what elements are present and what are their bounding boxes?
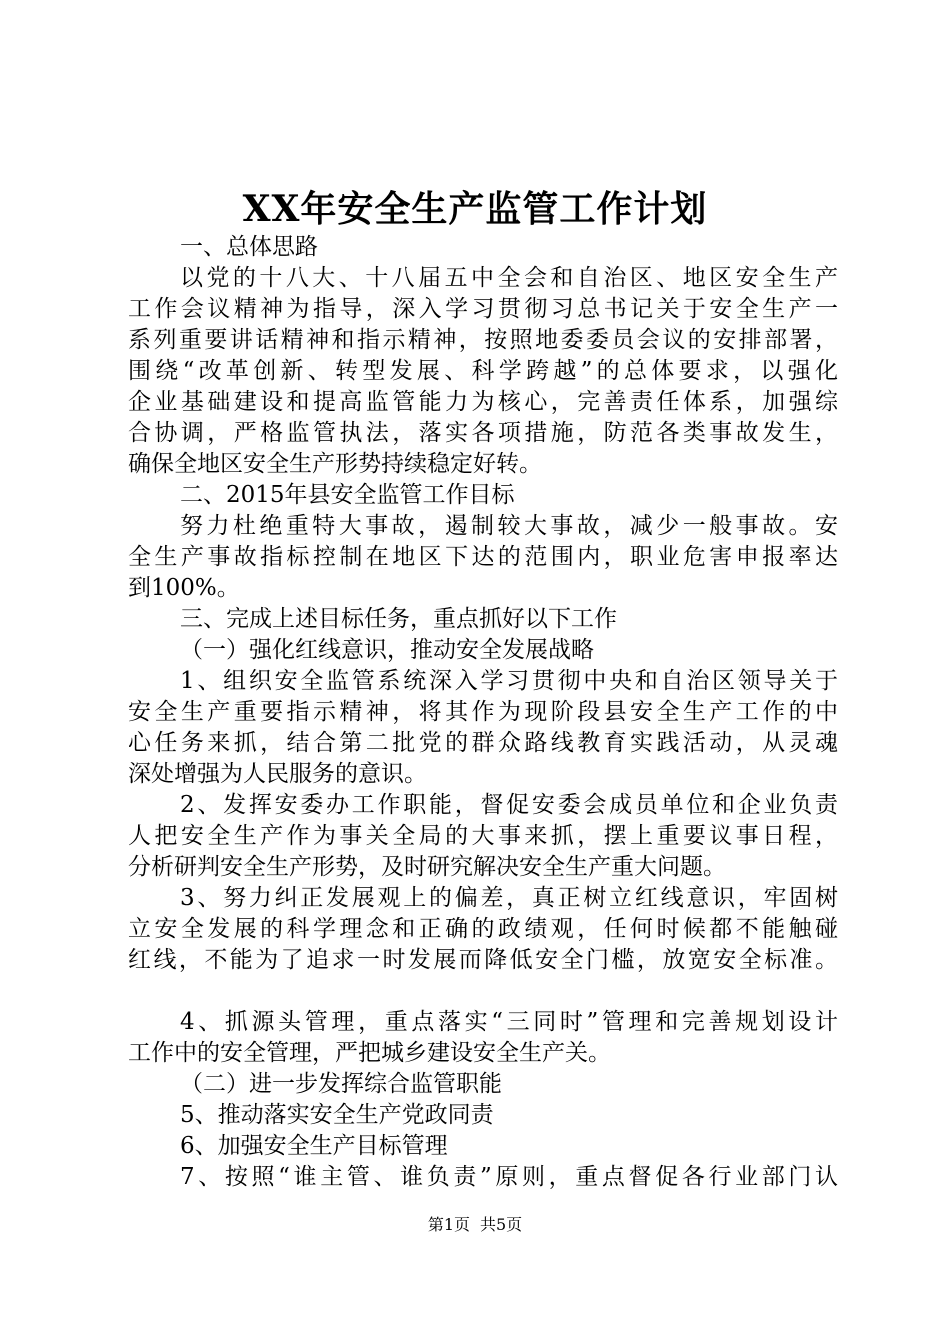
page-number: 第1页: [427, 1215, 470, 1234]
section-heading-2: 二、2015年县安全监管工作目标: [180, 482, 515, 508]
paragraph-line: 系列重要讲话精神和指示精神，按照地委委员会议的安排部署，: [128, 327, 838, 353]
paragraph-line: 分析研判安全生产形势，及时研究解决安全生产重大问题。: [128, 854, 726, 880]
paragraph-line: 确保全地区安全生产形势持续稳定好转。: [128, 451, 542, 477]
list-item: 6、加强安全生产目标管理: [180, 1133, 448, 1159]
list-item: 5、推动落实安全生产党政同责: [180, 1102, 494, 1128]
document-body: [128, 232, 838, 1193]
paragraph-line: 工作中的安全管理，严把城乡建设安全生产关。: [128, 1040, 611, 1066]
paragraph-line: 2、发挥安委办工作职能，督促安委会成员单位和企业负责: [180, 792, 838, 818]
paragraph-line: 到100%。: [128, 575, 240, 601]
paragraph-line: 深处增强为人民服务的意识。: [128, 761, 427, 787]
paragraph-line: 1、组织安全监管系统深入学习贯彻中央和自治区领导关于: [180, 668, 838, 694]
section-heading-1: 一、总体思路: [180, 234, 318, 260]
paragraph-line: 安全生产重要指示精神，将其作为现阶段县安全生产工作的中: [128, 699, 838, 725]
paragraph-line: 人把安全生产作为事关全局的大事来抓，摆上重要议事日程，: [128, 823, 838, 849]
paragraph-line: 立安全发展的科学理念和正确的政绩观，任何时候都不能触碰: [128, 916, 838, 942]
paragraph-line: 企业基础建设和提高监管能力为核心，完善责任体系，加强综: [128, 389, 838, 415]
paragraph-line: 努力杜绝重特大事故，遏制较大事故，减少一般事故。安: [180, 513, 838, 539]
subsection-heading-1: （一）强化红线意识，推动安全发展战略: [180, 637, 594, 663]
subsection-heading-2: （二）进一步发挥综合监管职能: [180, 1071, 502, 1097]
page-footer: [0, 1214, 950, 1236]
paragraph-line: 工作会议精神为指导，深入学习贯彻习总书记关于安全生产一: [128, 296, 838, 322]
paragraph-line: 3、努力纠正发展观上的偏差，真正树立红线意识，牢固树: [180, 885, 838, 911]
document-title: XX年安全生产监管工作计划: [242, 188, 708, 230]
paragraph-line: 7、按照“谁主管、谁负责”原则，重点督促各行业部门认: [180, 1164, 838, 1190]
paragraph-line: 红线，不能为了追求一时发展而降低安全门槛，放宽安全标准。: [128, 947, 838, 973]
paragraph-line: 合协调，严格监管执法，落实各项措施，防范各类事故发生，: [128, 420, 838, 446]
paragraph-line: 心任务来抓，结合第二批党的群众路线教育实践活动，从灵魂: [128, 730, 838, 756]
paragraph-line: 全生产事故指标控制在地区下达的范围内，职业危害申报率达: [128, 544, 838, 570]
blank-line: [128, 976, 838, 1007]
paragraph-line: 围绕“改革创新、转型发展、科学跨越”的总体要求，以强化: [128, 358, 838, 384]
paragraph-line: 以党的十八大、十八届五中全会和自治区、地区安全生产: [180, 265, 838, 291]
section-heading-3: 三、完成上述目标任务，重点抓好以下工作: [180, 606, 617, 632]
page-total: 共5页: [480, 1215, 523, 1234]
paragraph-line: 4、抓源头管理，重点落实“三同时”管理和完善规划设计: [180, 1009, 838, 1035]
